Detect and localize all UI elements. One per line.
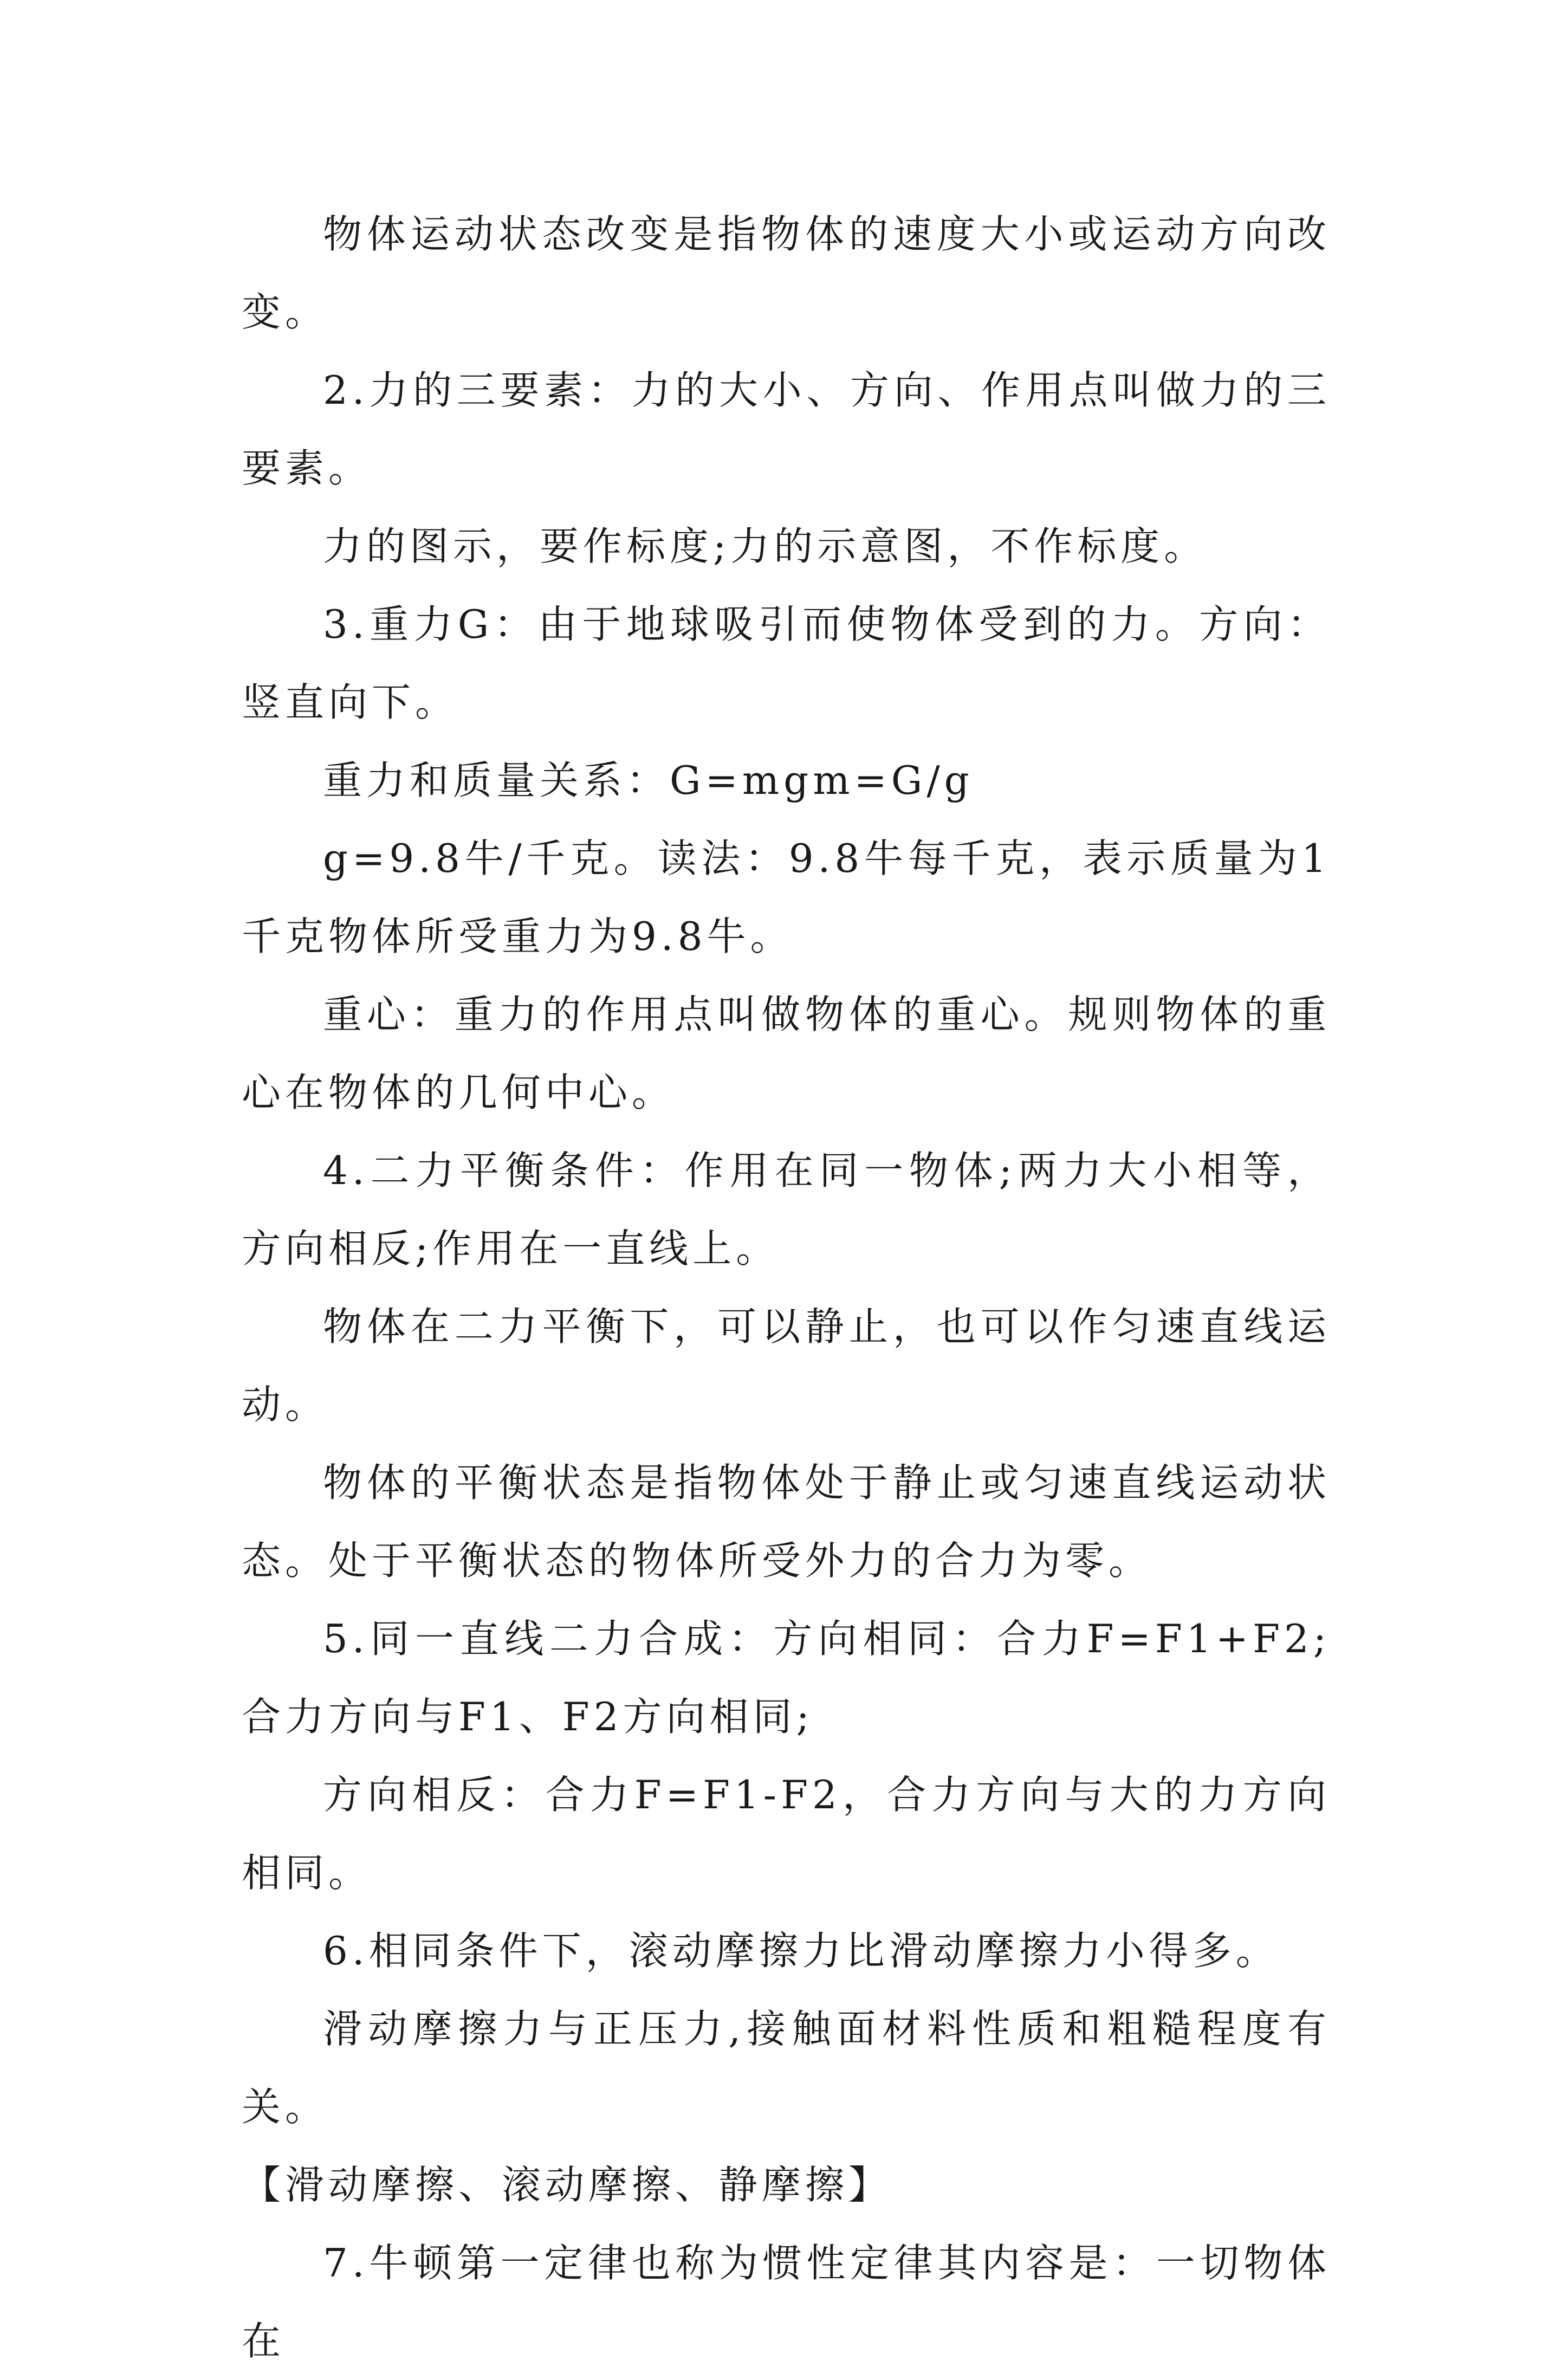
- paragraph-force-composition-opposite: 方向相反：合力F=F1-F2，合力方向与大的力方向相同。: [242, 1772, 1331, 1896]
- paragraph-friction-types: 【滑动摩擦、滚动摩擦、静摩擦】: [242, 2162, 892, 2208]
- paragraph-balance-motion: 物体在二力平衡下，可以静止，也可以作匀速直线运动。: [242, 1304, 1331, 1427]
- paragraph-two-force-balance: 4.二力平衡条件：作用在同一物体;两力大小相等，方向相反;作用在一直线上。: [242, 1148, 1331, 1271]
- paragraph-g-value: g=9.8牛/千克。读法：9.8牛每千克，表示质量为1千克物体所受重力为9.8牛。: [242, 836, 1331, 959]
- paragraph-gravity-mass: 重力和质量关系：G=mgm=G/g: [323, 758, 974, 803]
- paragraph-sliding-friction: 滑动摩擦力与正压力,接触面材料性质和粗糙程度有关。: [242, 2006, 1331, 2130]
- paragraph-three-elements: 2.力的三要素：力的大小、方向、作用点叫做力的三要素。: [242, 367, 1331, 491]
- paragraph-rolling-friction: 6.相同条件下，滚动摩擦力比滑动摩擦力小得多。: [323, 1928, 1279, 1974]
- paragraph-gravity: 3.重力G：由于地球吸引而使物体受到的力。方向：竖直向下。: [242, 602, 1331, 725]
- paragraph-force-composition-same: 5.同一直线二力合成：方向相同：合力F=F1+F2;合力方向与F1、F2方向相同;: [242, 1616, 1331, 1739]
- paragraph-equilibrium-state: 物体的平衡状态是指物体处于静止或匀速直线运动状态。处于平衡状态的物体所受外力的合力为零。: [242, 1460, 1331, 1583]
- paragraph-motion-state: 物体运动状态改变是指物体的速度大小或运动方向改变。: [242, 211, 1331, 335]
- document-body: [242, 195, 1331, 2380]
- paragraph-force-diagram: 力的图示，要作标度;力的示意图，不作标度。: [323, 523, 1208, 569]
- paragraph-center-of-gravity: 重心：重力的作用点叫做物体的重心。规则物体的重心在物体的几何中心。: [242, 992, 1331, 1115]
- paragraph-newton-first-law: 7.牛顿第一定律也称为惯性定律其内容是：一切物体在: [242, 2240, 1331, 2364]
